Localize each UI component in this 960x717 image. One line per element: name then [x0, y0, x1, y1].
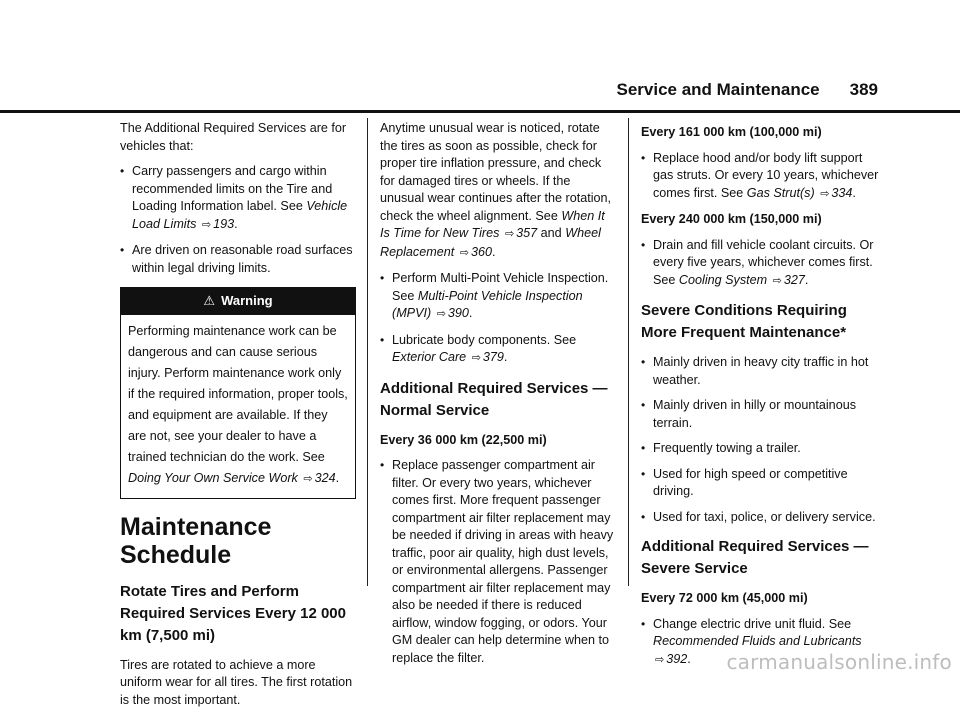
bullet-icon: •	[641, 509, 646, 524]
cross-reference-link[interactable]: Gas Strut(s)	[746, 185, 815, 200]
section-title: Service and Maintenance	[616, 80, 820, 99]
bullet-icon: •	[641, 237, 646, 252]
cross-reference-link[interactable]: Vehicle Load Limits	[132, 199, 348, 231]
cross-reference-link[interactable]: Exterior Care	[392, 350, 467, 364]
page-ref-arrow-icon: ⇨	[436, 308, 446, 320]
interval-heading: Every 36 000 km (22,500 mi)	[380, 432, 547, 447]
list-item: • Mainly driven in heavy city traffic in hot weather.	[641, 354, 881, 389]
section-heading: Severe Conditions Requiring More Frequent Maintenance*	[641, 302, 847, 341]
warning-icon: ⚠	[203, 293, 216, 308]
warning-box	[120, 287, 356, 499]
intro-paragraph: The Additional Required Services are for vehicles that:	[120, 121, 347, 153]
interval-heading: Every 161 000 km (100,000 mi)	[641, 125, 822, 139]
list-item: • Carry passengers and cargo within recommended limits on the Tire and Loading Information label. See Vehicle Load Limits ⇨ 193.	[120, 163, 356, 234]
page-reference[interactable]: 193	[213, 216, 235, 231]
cross-reference-link[interactable]: Wheel Replacement	[380, 226, 601, 259]
bullet-icon: •	[380, 332, 385, 347]
list-item: • Change electric drive unit fluid. See Recommended Fluids and Lubricants ⇨ 392.	[641, 616, 881, 670]
page-number: 389	[849, 80, 878, 99]
list-item: • Drain and fill vehicle coolant circuits. Or every five years, whichever comes first. See Cooling System ⇨ 327.	[641, 237, 881, 291]
warning-body: Performing maintenance work can be dangerous and can cause serious injury. Perform maintenance work only if the required information, proper tools, and equipment are available. If they are not, see your dealer to have a trained technician do the work. See Doing Your Own Service Work ⇨ 324.	[128, 323, 348, 485]
page-ref-arrow-icon: ⇨	[201, 218, 212, 231]
cross-reference-link[interactable]: Doing Your Own Service Work	[128, 470, 298, 485]
cross-reference-link[interactable]: Recommended Fluids and Lubricants	[653, 634, 862, 648]
bullet-icon: •	[641, 355, 646, 369]
interval-heading: Every 72 000 km (45,000 mi)	[641, 591, 808, 605]
bullet-icon: •	[120, 164, 125, 178]
section-heading: Additional Required Services — Normal Service	[380, 379, 608, 419]
column-1	[120, 120, 356, 717]
list-item: • Replace hood and/or body lift support gas struts. Or every 10 years, whichever comes first. See Gas Strut(s) ⇨ 334.	[641, 150, 881, 204]
page-reference[interactable]: 379	[482, 350, 504, 364]
warning-header	[121, 288, 355, 315]
bullet-icon: •	[380, 271, 385, 285]
page-ref-arrow-icon: ⇨	[772, 274, 782, 287]
page-reference[interactable]: 324	[314, 470, 336, 485]
page-ref-arrow-icon: ⇨	[504, 228, 515, 240]
header-rule	[0, 110, 960, 113]
cross-reference-link[interactable]: Cooling System	[678, 272, 768, 287]
list-item: • Replace passenger compartment air filter. Or every two years, whichever comes first. More frequent passenger compartment air filter replacement may be needed if driving in areas with heavy traffic, poor air quality, high dust levels, or environmental allergens. Passenger compartment air filter replacement may also be needed if there is reduced airflow, window fogging, or odors. Your GM dealer can help determine when to replace the filter.	[380, 457, 616, 667]
page-reference[interactable]: 360	[470, 244, 492, 259]
list-item: • Frequently towing a trailer.	[641, 440, 881, 458]
bullet-icon: •	[641, 616, 646, 631]
body-paragraph: Anytime unusual wear is noticed, rotate the tires as soon as possible, check for proper tire inflation pressure, and check for damaged tires or wheels. If the unusual wear continues after the rotation, check the wheel alignment. See When It Is Time for New Tires ⇨ 357 and Wheel Replacement ⇨ 360.	[380, 121, 612, 259]
bullet-icon: •	[641, 150, 646, 165]
page-ref-arrow-icon: ⇨	[471, 352, 481, 364]
list-item: • Used for taxi, police, or delivery service.	[641, 509, 881, 527]
page-reference[interactable]: 327	[783, 272, 805, 287]
bullet-icon: •	[641, 398, 646, 412]
cross-reference-link[interactable]: When It Is Time for New Tires	[380, 208, 605, 240]
interval-heading: Every 240 000 km (150,000 mi)	[641, 212, 822, 226]
cross-reference-link[interactable]: Multi-Point Vehicle Inspection (MPVI)	[392, 288, 583, 320]
page-reference[interactable]: 334	[831, 185, 853, 200]
column-3	[641, 120, 881, 677]
page-ref-arrow-icon: ⇨	[303, 472, 313, 485]
column-divider	[628, 118, 629, 586]
section-heading: Rotate Tires and Perform Required Services Every 12 000 km (7,500 mi)	[120, 582, 346, 644]
bullet-icon: •	[641, 466, 646, 481]
page-reference[interactable]: 390	[447, 306, 469, 320]
page-reference[interactable]: 357	[516, 226, 538, 240]
column-2	[380, 120, 616, 675]
section-heading: Additional Required Services — Severe Service	[641, 538, 869, 577]
bullet-icon: •	[641, 441, 646, 455]
page-ref-arrow-icon: ⇨	[459, 246, 469, 259]
body-paragraph: Tires are rotated to achieve a more uniform wear for all tires. The first rotation is the most important.	[120, 657, 353, 707]
warning-title: Warning	[221, 293, 273, 308]
bullet-icon: •	[120, 243, 125, 257]
page-header	[560, 80, 878, 100]
list-item: • Mainly driven in hilly or mountainous terrain.	[641, 397, 881, 432]
list-item: • Perform Multi-Point Vehicle Inspection. See Multi-Point Vehicle Inspection (MPVI) ⇨ 390.	[380, 270, 616, 324]
bullet-icon: •	[380, 458, 385, 472]
list-item: • Lubricate body components. See Exterior Care ⇨ 379.	[380, 332, 616, 368]
list-item: • Used for high speed or competitive driving.	[641, 466, 881, 501]
chapter-heading: Maintenance Schedule	[120, 512, 272, 569]
watermark: carmanualsonline.info	[726, 650, 952, 674]
page-ref-arrow-icon: ⇨	[820, 187, 830, 200]
page-ref-arrow-icon: ⇨	[655, 653, 665, 666]
list-item: • Are driven on reasonable road surfaces within legal driving limits.	[120, 242, 356, 277]
page-reference[interactable]: 392	[666, 651, 688, 666]
column-divider	[367, 118, 368, 586]
